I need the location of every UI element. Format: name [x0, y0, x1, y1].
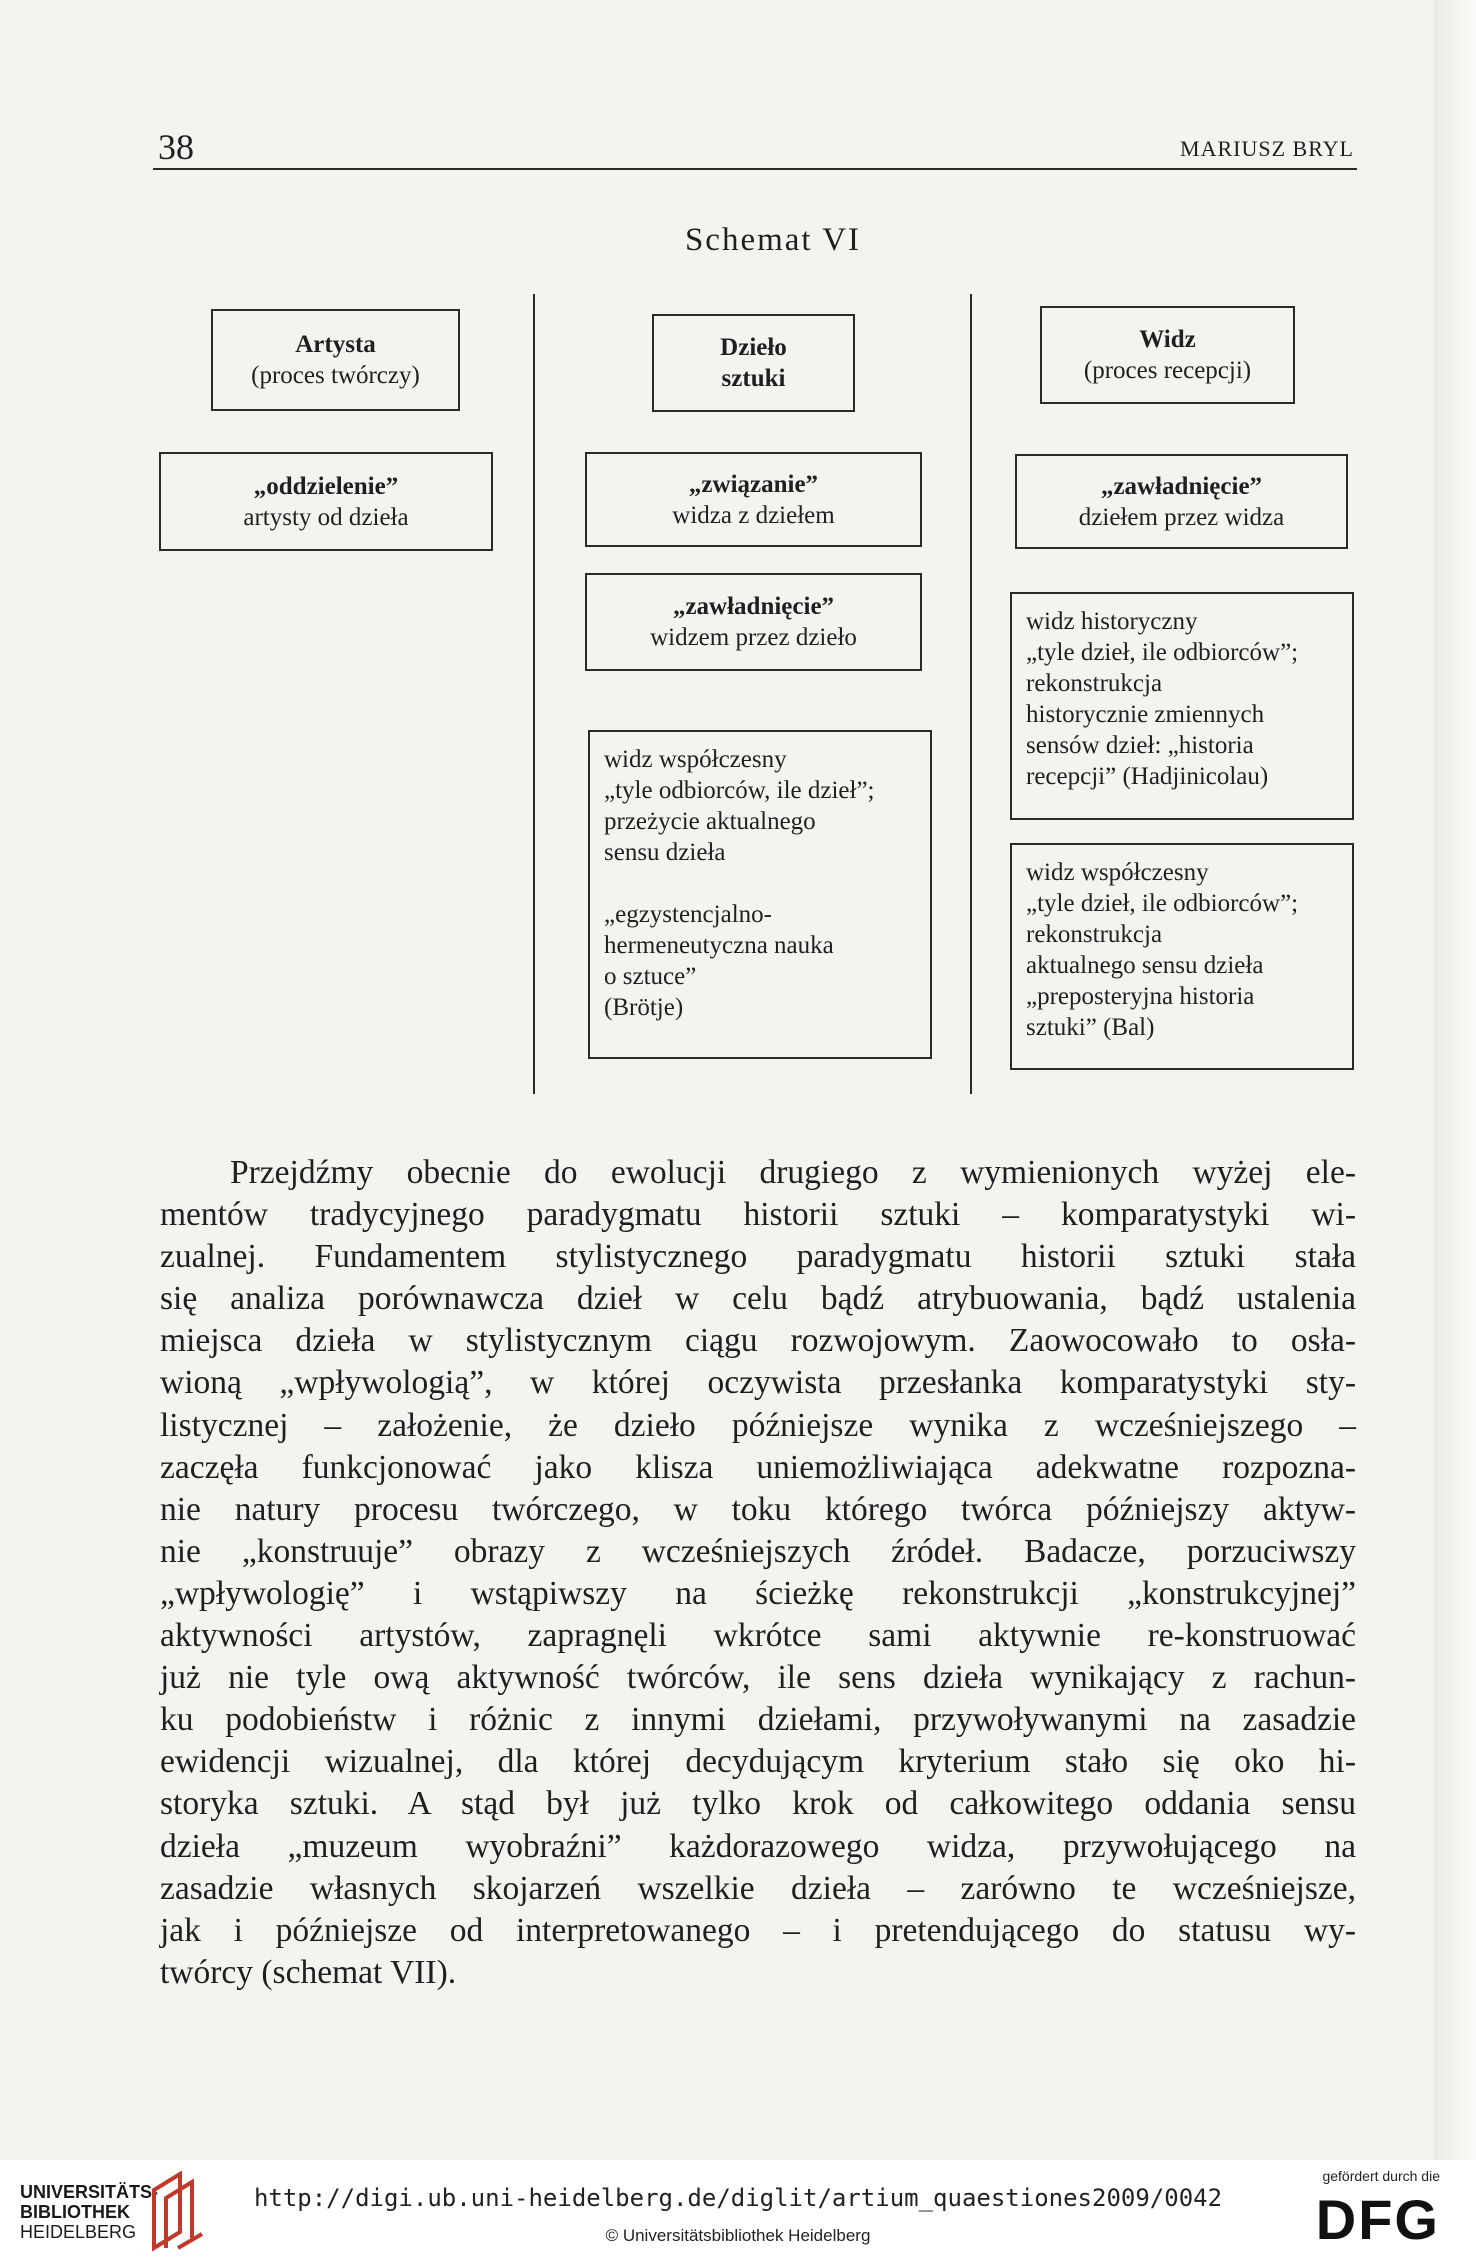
- library-name-line1: UNIVERSITÄTS-: [20, 2182, 159, 2202]
- detail-line: widz historyczny: [1026, 608, 1198, 635]
- zwiazanie-title: „związanie”: [688, 470, 819, 498]
- artysta-subtitle: (proces twórczy): [251, 362, 420, 389]
- zwiazanie-subtitle: widza z dziełem: [672, 501, 835, 529]
- dzielo-box: [652, 314, 855, 412]
- body-line: zaczęła funkcjonować jako klisza uniemożliwiająca adekwatne rozpozna-: [160, 1448, 1356, 1486]
- widz-subtitle: (proces recepcji): [1083, 357, 1252, 384]
- detail-line: o sztuce”: [604, 963, 697, 990]
- source-url-link[interactable]: http://digi.ub.uni-heidelberg.de/diglit/artium_quaestiones2009/0042: [253, 2184, 1223, 2212]
- body-paragraph: [160, 1152, 1356, 1994]
- library-name-line2: BIBLIOTHEK: [20, 2202, 130, 2222]
- widz-title: Widz: [1139, 326, 1196, 353]
- detail-line: recepcji” (Hadjinicolau): [1026, 763, 1269, 790]
- page-edge: [1434, 0, 1476, 2259]
- body-line: jak i późniejsze od interpretowanego – i pretendującego do statusu wy-: [160, 1911, 1356, 1949]
- header-rule: [153, 168, 1357, 170]
- body-line: miejsca dzieła w stylistycznym ciągu rozwojowym. Zaowocowało to osła-: [160, 1322, 1356, 1360]
- body-line: „wpływologię” i wstąpiwszy na ścieżkę rekonstrukcji „konstrukcyjnej”: [160, 1574, 1356, 1612]
- detail-line: sztuki” (Bal): [1026, 1014, 1155, 1041]
- body-line: listycznej – założenie, że dzieło późniejsze wynika z wcześniejszego –: [160, 1406, 1356, 1444]
- body-line: już nie tyle ową aktywność twórców, ile sens dzieła wynikający z rachun-: [160, 1659, 1356, 1697]
- detail-line: hermeneutyczna nauka: [604, 932, 834, 959]
- widz-box: [1040, 306, 1295, 404]
- artysta-box: [211, 309, 460, 411]
- widz-historyczny-box: [1010, 592, 1354, 820]
- footer-banner: [0, 2160, 1476, 2259]
- detail-line: rekonstrukcja: [1026, 670, 1163, 697]
- running-head: MARIUSZ BRYL: [1180, 136, 1354, 161]
- dzielo-title-line1: Dzieło: [720, 334, 787, 361]
- dfg-logo: DFG: [1315, 2188, 1440, 2251]
- detail-line: widz współczesny: [1026, 859, 1209, 886]
- detail-line: „tyle dzieł, ile odbiorców”;: [1026, 890, 1299, 917]
- detail-line: (Brötje): [604, 994, 684, 1021]
- detail-gap: [604, 868, 916, 899]
- body-line: nie natury procesu twórczego, w toku którego twórca późniejszy aktyw-: [160, 1490, 1356, 1528]
- detail-line: widz współczesny: [604, 746, 787, 773]
- widz-wspolczesny-box: [1010, 843, 1354, 1070]
- schema-title: Schemat VI: [684, 222, 862, 258]
- detail-line: przeżycie aktualnego: [604, 808, 816, 835]
- zawladniecie-dzielem-box: [1015, 454, 1348, 549]
- body-line: dzieła „muzeum wyobraźni” każdorazowego widza, przywołującego na: [160, 1827, 1356, 1865]
- zawladniecie-dzielem-title: „zawładnięcie”: [1100, 472, 1263, 500]
- body-line: ewidencji wizualnej, dla której decydującym kryterium stało się oko hi-: [160, 1743, 1356, 1781]
- detail-line: sensów dzieł: „historia: [1026, 732, 1254, 759]
- detail-line: „tyle odbiorców, ile dzieł”;: [604, 777, 875, 804]
- oddzielenie-box: [159, 452, 493, 551]
- detail-line: „egzystencjalno-: [604, 901, 772, 928]
- body-line: zualnej. Fundamentem stylistycznego paradygmatu historii sztuki stała: [160, 1238, 1356, 1276]
- detail-line: rekonstrukcja: [1026, 921, 1163, 948]
- oddzielenie-subtitle: artysty od dzieła: [243, 503, 409, 531]
- artysta-title: Artysta: [295, 331, 376, 358]
- funding-caption: gefördert durch die: [1322, 2168, 1440, 2184]
- zwiazanie-box: [585, 452, 922, 547]
- body-line: wioną „wpływologią”, w której oczywista przesłanka komparatystyki sty-: [160, 1364, 1356, 1402]
- body-line: aktywności artystów, zapragnęli wkrótce sami aktywnie re-konstruować: [160, 1617, 1356, 1655]
- oddzielenie-title: „oddzielenie”: [253, 472, 399, 500]
- body-line: storyka sztuki. A stąd był już tylko krok od całkowitego oddania sensu: [160, 1785, 1356, 1823]
- zawladniecie-dzielem-subtitle: dziełem przez widza: [1078, 503, 1285, 531]
- divider-left: [533, 294, 535, 1094]
- detail-line: „tyle dzieł, ile odbiorców”;: [1026, 639, 1299, 666]
- copyright-notice: © Universitätsbibliothek Heidelberg: [605, 2226, 871, 2245]
- detail-line: „preposteryjna historia: [1026, 983, 1255, 1010]
- body-line: Przejdźmy obecnie do ewolucji drugiego z wymienionych wyżej ele-: [230, 1154, 1356, 1191]
- page-number: 38: [158, 127, 194, 167]
- library-name-line3: HEIDELBERG: [20, 2222, 137, 2242]
- zawladniecie-widzem-box: [585, 573, 922, 671]
- zawladniecie-widzem-subtitle: widzem przez dzieło: [650, 624, 857, 651]
- detail-line: sensu dzieła: [604, 839, 726, 866]
- zawladniecie-widzem-title: „zawładnięcie”: [672, 593, 835, 620]
- body-line: nie „konstruuje” obrazy z wcześniejszych źródeł. Badacze, porzuciwszy: [160, 1532, 1356, 1570]
- body-line: mentów tradycyjnego paradygmatu historii sztuki – komparatystyki wi-: [160, 1196, 1356, 1234]
- widz-wspolczesny-dzielo-box: [588, 730, 932, 1059]
- body-line: się analiza porównawcza dzieł w celu bądź atrybuowania, bądź ustalenia: [160, 1280, 1356, 1318]
- body-line: ku podobieństw i różnic z innymi dziełami, przywoływanymi na zasadzie: [160, 1701, 1356, 1739]
- body-line: twórcy (schemat VII).: [160, 1953, 457, 1991]
- divider-right: [970, 294, 972, 1094]
- detail-line: aktualnego sensu dzieła: [1026, 952, 1264, 979]
- detail-line: historycznie zmiennych: [1026, 701, 1265, 728]
- body-line: zasadzie własnych skojarzeń wszelkie dzieła – zarówno te wcześniejsze,: [160, 1869, 1356, 1907]
- dzielo-title-line2: sztuki: [721, 365, 786, 392]
